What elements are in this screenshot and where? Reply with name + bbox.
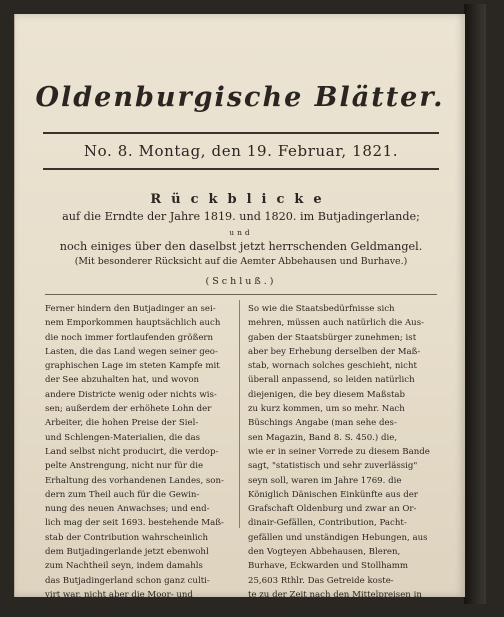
column-line: die noch immer fortlaufenden größern xyxy=(45,332,214,343)
column-line: das Butjadingerland schon ganz culti- xyxy=(45,575,210,586)
newspaper-page xyxy=(14,14,465,615)
column-line: seyn soll, waren im Jahre 1769. die xyxy=(248,475,402,486)
column-line: der See abzuhalten hat, und wovon xyxy=(45,375,200,386)
column-line: sen; außerdem der erhöhete Lohn der xyxy=(45,404,212,415)
column-line: sen Magazin, Band 8. S. 450.) die, xyxy=(248,432,398,443)
column-line: Grafschaft Oldenburg und zwar an Or- xyxy=(248,504,417,515)
column-line: den Vogteyen Abbehausen, Bleren, xyxy=(248,547,401,558)
column-line: und Schlengen-Materialien, die das xyxy=(45,432,201,443)
column-line: Ferner hindern den Butjadinger an sei- xyxy=(45,304,216,314)
article-schluss: (Schluß.) xyxy=(205,276,277,287)
column-line: wie er in seiner Vorrede zu diesem Bande xyxy=(248,446,430,457)
column-line: Geest-Districte. xyxy=(45,604,114,615)
column-line: Königlich Dänischen Einkünfte aus der xyxy=(248,489,418,500)
right-column xyxy=(248,302,446,617)
article-heading: Rückblicke xyxy=(150,192,332,207)
column-divider xyxy=(239,300,240,528)
masthead: Oldenburgische Blätter. xyxy=(35,82,445,113)
column-line: te zu der Zeit nach den Mittelpreisen in xyxy=(248,589,422,600)
column-line: gaben der Staatsbürger zunehmen; ist xyxy=(248,332,417,343)
column-line: stab der Contribution wahrscheinlich xyxy=(45,532,209,543)
column-line: zu kurz kommen, um so mehr. Nach xyxy=(248,404,405,415)
issue-rule xyxy=(43,168,439,170)
column-line: dern zum Theil auch für die Gewin- xyxy=(45,489,200,500)
article-und: und xyxy=(229,228,253,237)
issue-line: No. 8. Montag, den 19. Februar, 1821. xyxy=(83,142,399,160)
column-line: dem Butjadingerlande jetzt ebenwohl xyxy=(45,547,209,558)
article-note: (Mit besonderer Rücksicht auf die Aemter Abbehausen und Burhave.) xyxy=(74,256,408,267)
column-line: So wie die Staatsbedürfnisse sich xyxy=(248,304,395,314)
column-line: lich mag der seit 1693. bestehende Maß- xyxy=(45,518,224,529)
column-line: Erhaltung des vorhandenen Landes, son- xyxy=(45,475,224,486)
column-line: nem Emporkommen hauptsächlich auch xyxy=(45,318,221,329)
column-line: stab, wornach solches geschieht, nicht xyxy=(248,361,417,372)
column-line: sagt, "statistisch und sehr zuverlässig" xyxy=(248,461,418,472)
column-line: zum Nachtheil seyn, indem damahls xyxy=(45,561,203,572)
column-line: virt war, nicht aber die Moor- und xyxy=(45,589,193,600)
column-line: Lasten, die das Land wegen seiner geo- xyxy=(45,346,218,357)
column-line: mehren, müssen auch natürlich die Aus- xyxy=(248,318,425,329)
column-line: diejenigen, die bey diesem Maßstab xyxy=(248,389,406,400)
book-spine xyxy=(464,4,486,604)
column-line: pelte Anstrengung, nicht nur für die xyxy=(45,461,204,472)
column-line: Büschings Angabe (man sehe des- xyxy=(248,418,397,429)
article-rule xyxy=(45,294,437,295)
left-column xyxy=(45,302,233,617)
column-line: Burhave, Eckwarden und Stollhamm xyxy=(248,561,409,572)
column-line: 25,603 Rthlr. Das Getreide koste- xyxy=(248,575,394,586)
article-subtitle-2: noch einiges über den daselbst jetzt herrschenden Geldmangel. xyxy=(59,240,423,253)
column-line: überall anpassend, so leiden natürlich xyxy=(248,375,415,386)
column-line: andere Districte wenig oder nichts wis- xyxy=(45,389,217,400)
column-line: der Stadt Oldenburg: (s. Oldenb. xyxy=(248,604,392,615)
column-line: nung des neuen Anwachses; und end- xyxy=(45,504,210,515)
column-line: aber bey Erhebung derselben der Maß- xyxy=(248,346,421,357)
column-line: dinair-Gefällen, Contribution, Pacht- xyxy=(248,518,407,529)
column-line: Land selbst nicht producirt, die verdop- xyxy=(45,446,219,457)
article-subtitle-1: auf die Erndte der Jahre 1819. und 1820. im Butjadingerlande; xyxy=(62,210,420,223)
column-line: graphischen Lage im steten Kampfe mit xyxy=(45,361,220,372)
column-line: Arbeiter, die hohen Preise der Siel- xyxy=(45,418,199,429)
column-line: gefällen und unständigen Hebungen, aus xyxy=(248,532,428,543)
masthead-rule xyxy=(43,132,439,134)
